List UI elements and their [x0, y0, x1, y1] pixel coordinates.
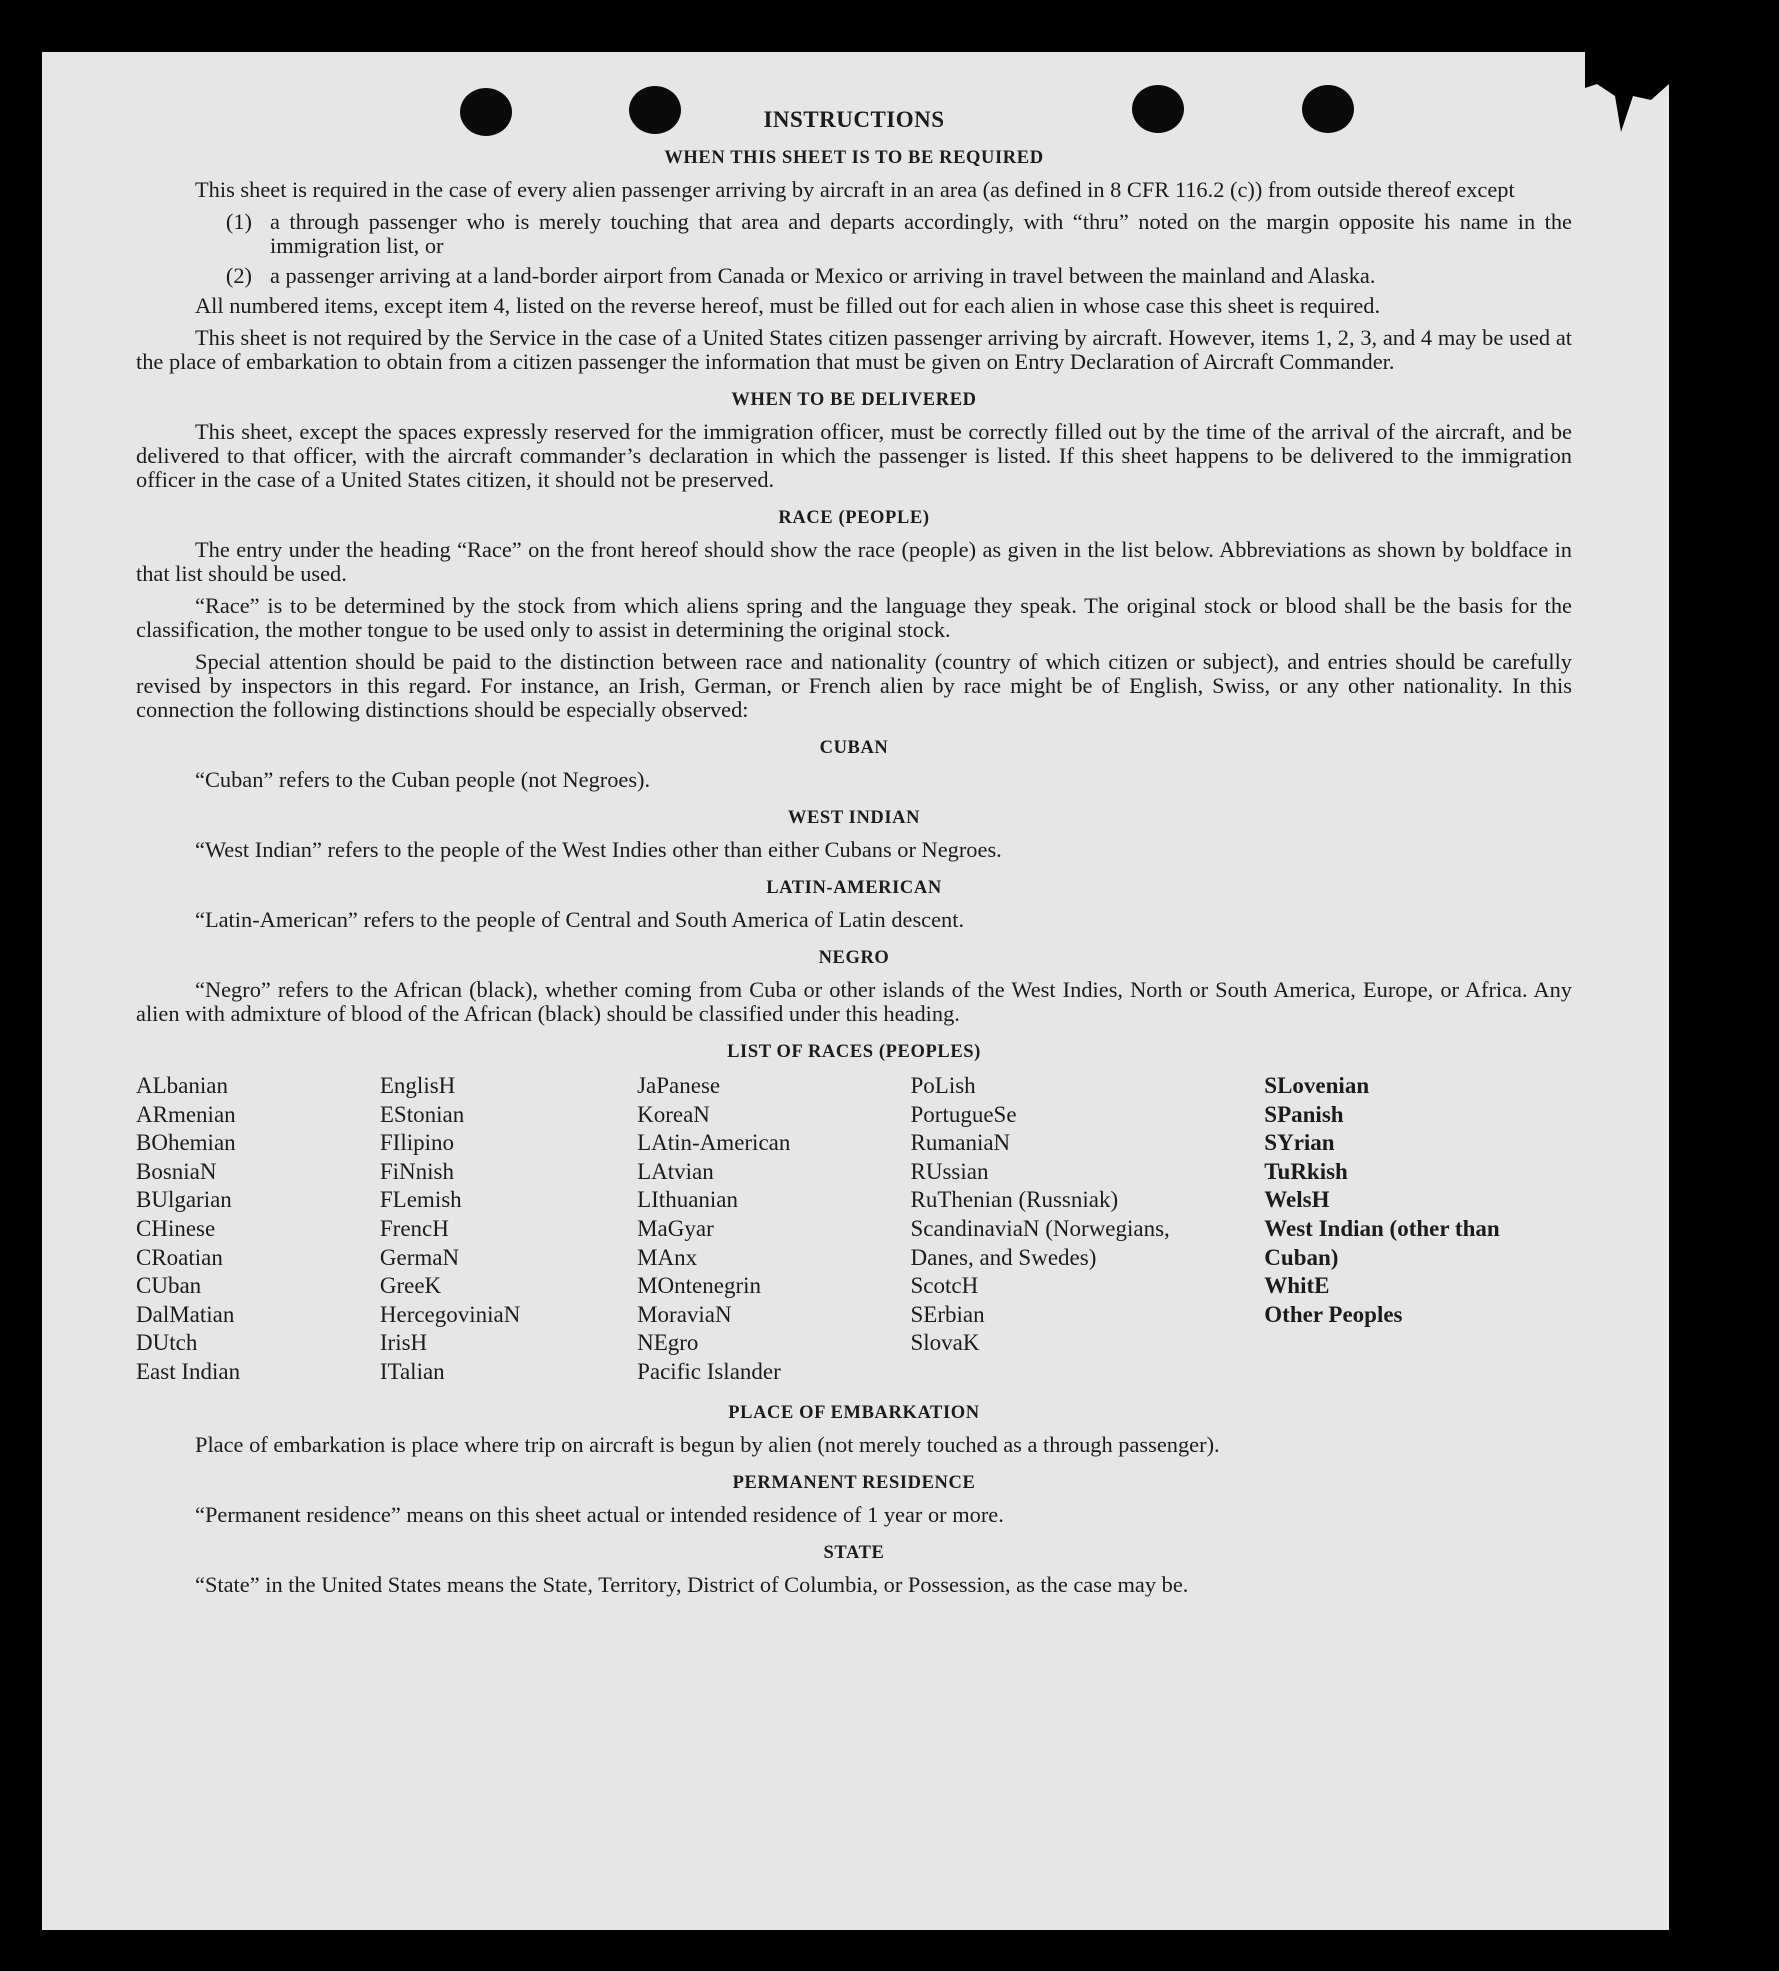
heading-state: STATE: [823, 1542, 885, 1563]
heading-race: RACE (PEOPLE): [778, 508, 930, 528]
permanent-residence-text: “Permanent residence” means on this sheet actual or intended residence of 1 year or more.: [195, 1501, 1004, 1527]
numbered-items-note: All numbered items, except item 4, listed on the reverse hereof, must be filled out for each alien in whose case this sheet is required.: [195, 293, 1381, 318]
race-entry: ALbanian: [136, 1073, 228, 1098]
race-entry: SYrian: [1264, 1130, 1335, 1156]
race-entry: NEgro: [637, 1330, 699, 1356]
race-entry: DUtch: [136, 1330, 198, 1356]
exception-item-1: [136, 210, 1572, 258]
race-entry: SlovaK: [910, 1330, 980, 1356]
race-entry: ScandinaviaN (Norwegians, Danes, and Swedes): [910, 1215, 1170, 1270]
race-entry: BosniaN: [136, 1158, 217, 1184]
heading-required: WHEN THIS SHEET IS TO BE REQUIRED: [664, 148, 1044, 168]
race-entry: FIlipino: [379, 1130, 454, 1156]
race-entry: PoLish: [910, 1073, 976, 1098]
exception-item-2: [136, 264, 1572, 288]
race-entry: FrencH: [379, 1215, 449, 1241]
races-column-5: [1196, 1072, 1572, 1387]
exception-text: a through passenger who is merely touching that area and departs accordingly, with “thru” noted on the margin opposite his name in the immigration list, or: [270, 209, 1572, 258]
race-entry: BOhemian: [136, 1130, 236, 1156]
citizen-note: This sheet is not required by the Service in the case of a United States citizen passenger arriving by aircraft. However, items 1, 2, 3, and 4 may be used at the place of embarkation to obtain from a citizen passenger the information that must be given on Entry Declaration of Aircraft Commander.: [136, 325, 1572, 374]
race-entry: MoraviaN: [637, 1301, 732, 1327]
race-entry: KoreaN: [637, 1101, 710, 1127]
race-entry: RUssian: [910, 1158, 989, 1184]
race-entry: LAtvian: [637, 1158, 714, 1184]
race-entry: EnglisH: [379, 1073, 456, 1098]
heading-west-indian: WEST INDIAN: [787, 808, 921, 828]
race-entry: GreeK: [379, 1273, 442, 1299]
race-entry: RuThenian (Russniak): [910, 1187, 1119, 1213]
latin-american-definition: “Latin-American” refers to the people of Central and South America of Latin descent.: [195, 907, 965, 932]
race-entry: RumaniaN: [910, 1130, 1011, 1156]
race-paragraph-1: The entry under the heading “Race” on the front hereof should show the race (people) as given in the list below. Abbreviations as shown by boldface in that list should be used.: [136, 537, 1572, 586]
race-entry: TuRkish: [1264, 1158, 1348, 1184]
race-entry: Pacific Islander: [637, 1358, 781, 1384]
race-entry: IrisH: [379, 1330, 428, 1356]
races-column-3: [637, 1072, 910, 1387]
races-column-1: [136, 1072, 380, 1387]
negro-definition: “Negro” refers to the African (black), whether coming from Cuba or other islands of the West Indies, North or South America, Europe, or Africa. Any alien with admixture of blood of the African (black) should be classified under this heading.: [136, 977, 1572, 1026]
races-list: [136, 1072, 1572, 1387]
race-entry: SErbian: [910, 1301, 985, 1327]
race-entry: FLemish: [379, 1187, 462, 1213]
race-entry: MaGyar: [637, 1215, 714, 1241]
exception-number: (1): [225, 209, 252, 234]
race-entry: ScotcH: [910, 1273, 979, 1299]
race-entry: WhitE: [1264, 1273, 1330, 1299]
race-entry: MAnx: [637, 1244, 698, 1270]
race-entry: SLovenian: [1264, 1073, 1370, 1098]
race-entry: PortugueSe: [910, 1101, 1017, 1127]
race-entry: CHinese: [136, 1215, 216, 1241]
race-entry: GermaN: [379, 1244, 460, 1270]
race-entry: EStonian: [379, 1101, 465, 1127]
race-entry: ARmenian: [136, 1101, 236, 1127]
west-indian-definition: “West Indian” refers to the people of the West Indies other than either Cubans or Negroes.: [195, 837, 1002, 862]
race-entry: DalMatian: [136, 1301, 235, 1327]
heading-negro: NEGRO: [818, 948, 890, 968]
race-entry: MOntenegrin: [637, 1273, 762, 1299]
instructions-content: [136, 108, 1572, 1605]
race-paragraph-2: “Race” is to be determined by the stock from which aliens spring and the language they speak. The original stock or blood shall be the basis for the classification, the mother tongue to be used only to assist in determining the original stock.: [136, 593, 1572, 642]
race-paragraph-3: Special attention should be paid to the distinction between race and nationality (country of which citizen or subject), and entries should be carefully revised by inspectors in this regard. For instance, an Irish, German, or French alien by race might be of English, Swiss, or any other nationality. In this connection the following distinctions should be especially observed:: [136, 649, 1572, 722]
heading-embarkation: PLACE OF EMBARKATION: [728, 1402, 980, 1423]
races-column-4: [911, 1072, 1197, 1387]
cuban-definition: “Cuban” refers to the Cuban people (not Negroes).: [195, 767, 651, 792]
race-entry: LAtin-American: [637, 1130, 791, 1156]
race-entry: East Indian: [136, 1358, 241, 1384]
heading-latin-american: LATIN-AMERICAN: [766, 878, 942, 898]
race-entry: WelsH: [1264, 1187, 1330, 1213]
heading-cuban: CUBAN: [819, 738, 889, 758]
state-text: “State” in the United States means the State, Territory, District of Columbia, or Possession, as the case may be.: [195, 1571, 1189, 1597]
document-sheet: [42, 52, 1669, 1930]
race-entry: JaPanese: [637, 1073, 721, 1098]
delivered-text: This sheet, except the spaces expressly reserved for the immigration officer, must be correctly filled out by the time of the arrival of the aircraft, and be delivered to that officer, with the aircraft commander’s declaration in which the passenger is listed. If this sheet happens to be delivered to the immigration officer in the case of a United States citizen, it should not be preserved.: [136, 419, 1572, 492]
heading-delivered: WHEN TO BE DELIVERED: [731, 390, 977, 410]
race-entry: LIthuanian: [637, 1187, 738, 1213]
embarkation-text: Place of embarkation is place where trip on aircraft is begun by alien (not merely touched as a through passenger).: [195, 1431, 1220, 1457]
exception-text: a passenger arriving at a land-border airport from Canada or Mexico or arriving in travel between the mainland and Alaska.: [270, 263, 1376, 288]
race-entry: BUlgarian: [136, 1187, 232, 1213]
exception-number: (2): [225, 263, 252, 288]
required-intro: This sheet is required in the case of every alien passenger arriving by aircraft in an area (as defined in 8 CFR 116.2 (c)) from outside thereof except: [195, 177, 1515, 202]
heading-list-of-races: LIST OF RACES (PEOPLES): [727, 1042, 981, 1062]
race-entry: SPanish: [1264, 1101, 1344, 1127]
race-entry: West Indian (other than Cuban): [1264, 1215, 1500, 1270]
race-entry: HercegoviniaN: [379, 1301, 521, 1327]
races-column-2: [380, 1072, 637, 1387]
race-entry: CRoatian: [136, 1244, 223, 1270]
race-entry: CUban: [136, 1273, 202, 1299]
heading-permanent-residence: PERMANENT RESIDENCE: [732, 1472, 976, 1493]
race-entry: ITalian: [379, 1358, 445, 1384]
page-title: INSTRUCTIONS: [763, 107, 945, 132]
race-entry: FiNnish: [379, 1158, 455, 1184]
race-entry: Other Peoples: [1264, 1301, 1403, 1327]
